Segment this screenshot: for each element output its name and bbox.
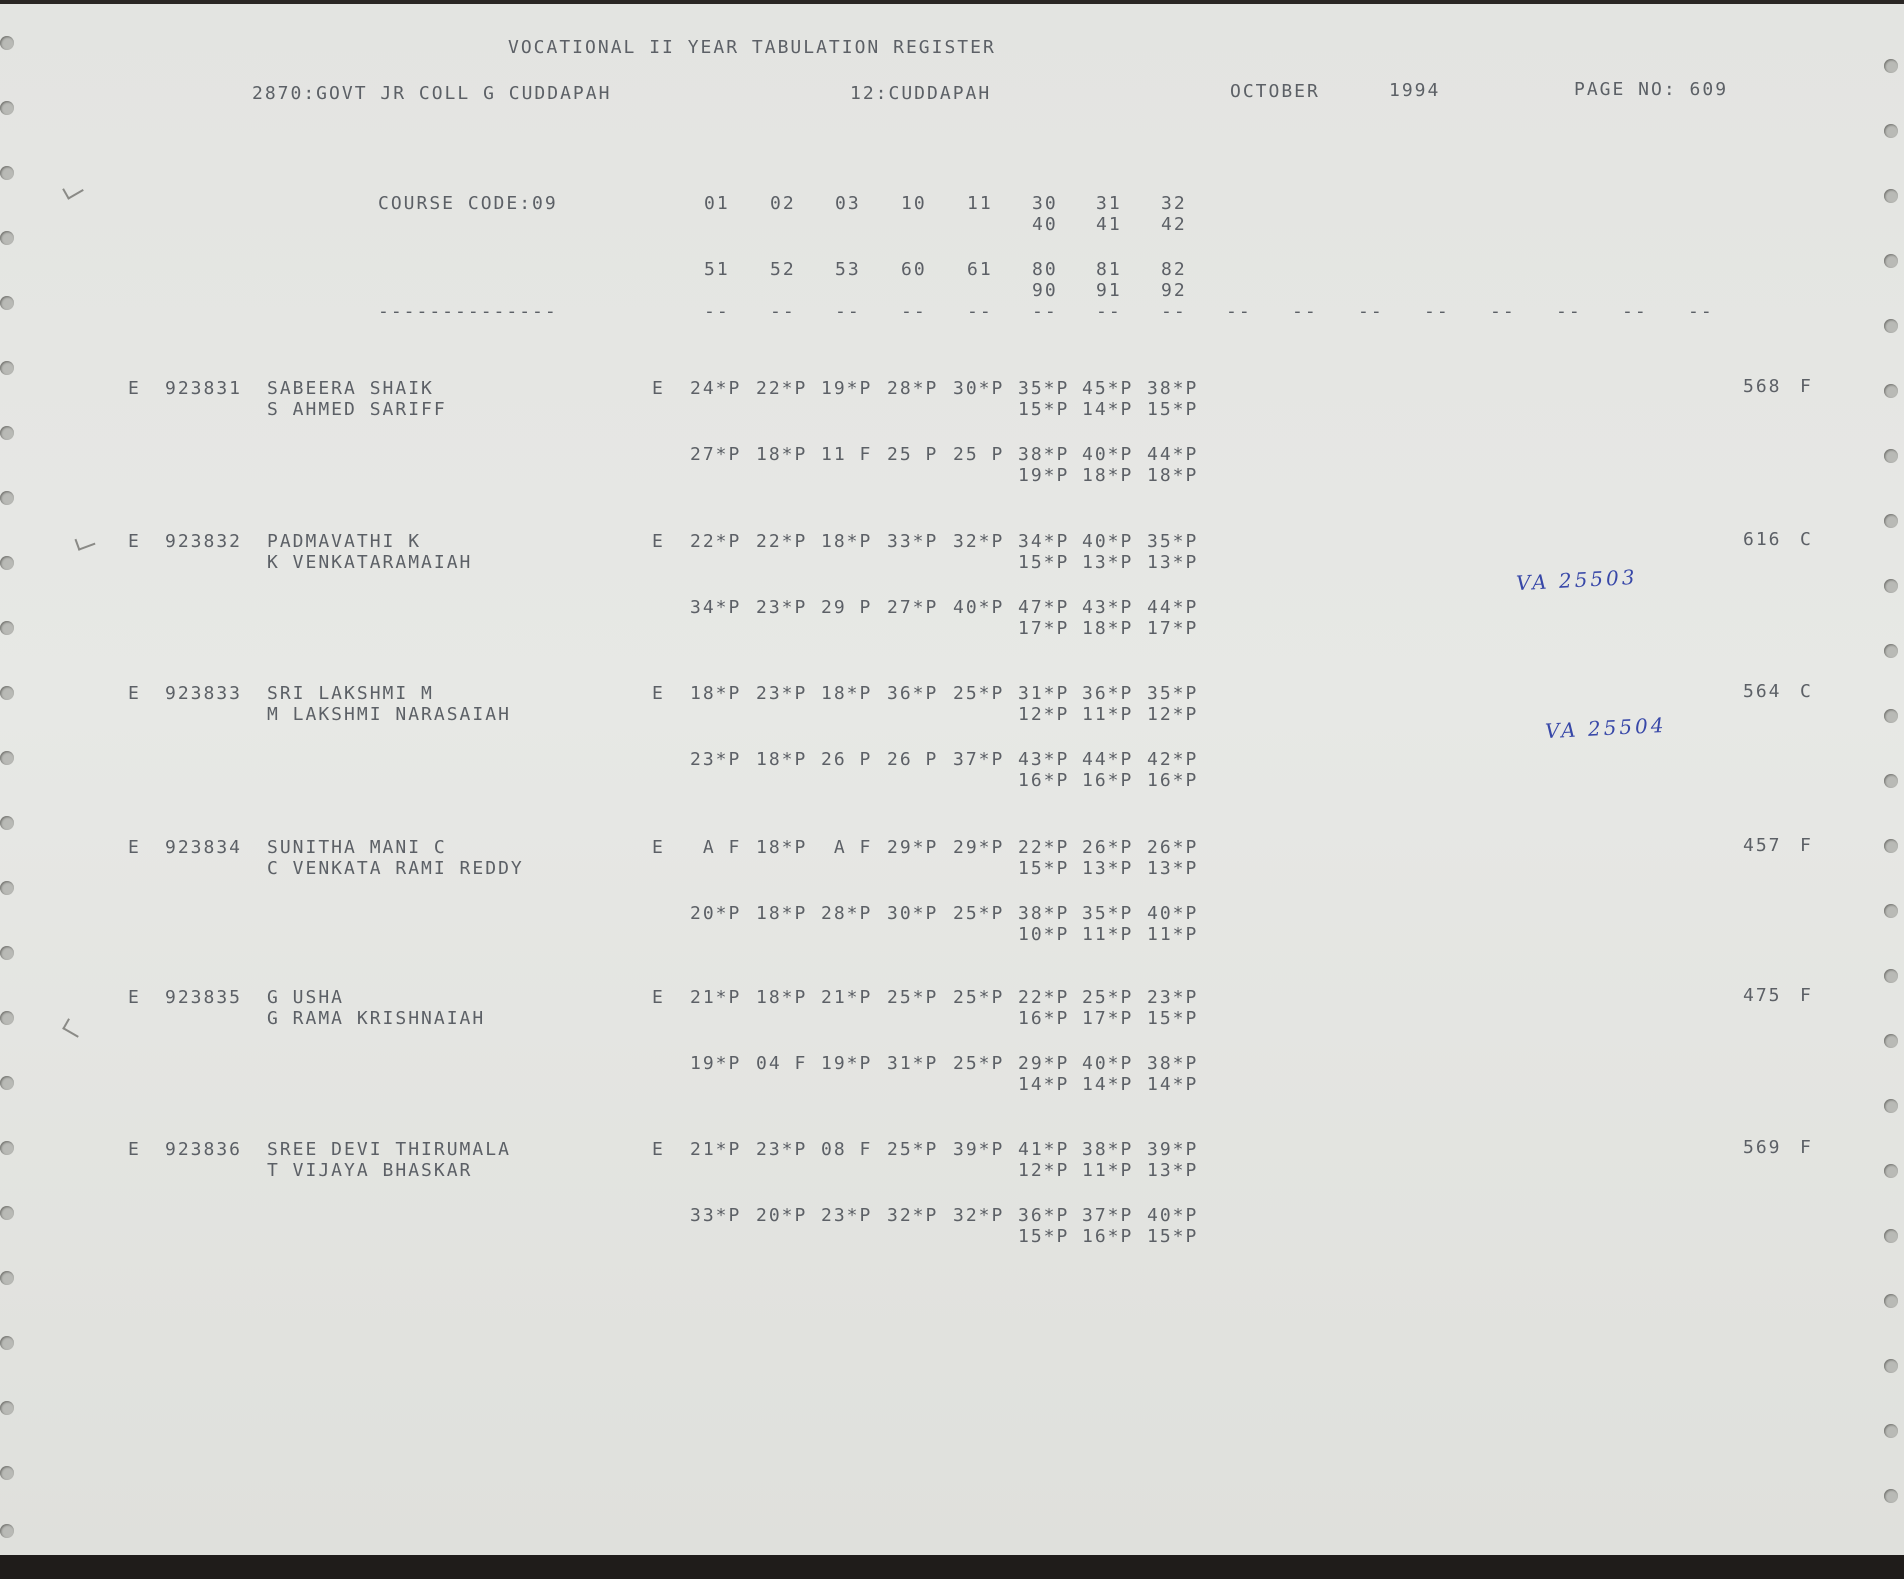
subject-mark-cell: 40*P: [1147, 1205, 1199, 1226]
subject-mark-cell: 38*P: [1147, 378, 1199, 399]
subject-mark-cell: 25 P: [953, 444, 1005, 465]
subject-mark-cell: 16*P: [1018, 1008, 1070, 1029]
tractor-hole: [0, 1206, 14, 1220]
tractor-hole: [1884, 1034, 1898, 1048]
tractor-hole: [0, 166, 14, 180]
course-code-label-cell: 02: [770, 193, 796, 214]
subject-mark-cell: 16*P: [1082, 1226, 1134, 1247]
tractor-hole: [1884, 1489, 1898, 1503]
subject-mark-cell: 14*P: [1147, 1074, 1199, 1095]
subject-mark-cell: 32*P: [887, 1205, 939, 1226]
subject-mark-cell: 22*P: [756, 378, 808, 399]
subject-mark-cell: 15*P: [1147, 1226, 1199, 1247]
subject-mark-cell: 11*P: [1082, 924, 1134, 945]
tractor-hole: [1884, 1294, 1898, 1308]
roll-number: 923831: [165, 378, 243, 399]
subject-mark-cell: 40*P: [1082, 444, 1134, 465]
punch-arrow-mark: [62, 180, 84, 199]
subject-mark-cell: 13*P: [1082, 858, 1134, 879]
tractor-hole: [0, 751, 14, 765]
subject-mark-cell: 33*P: [887, 531, 939, 552]
course-code-label-cell: 52: [770, 259, 796, 280]
subject-mark-cell: 40*P: [1082, 531, 1134, 552]
tractor-hole: [1884, 384, 1898, 398]
tractor-hole: [1884, 774, 1898, 788]
student-name: SREE DEVI THIRUMALA: [267, 1139, 511, 1160]
column-dash-cell: --: [967, 301, 993, 322]
subject-mark-cell: 39*P: [953, 1139, 1005, 1160]
subject-mark-cell: 25*P: [887, 987, 939, 1008]
result-code: C: [1800, 529, 1813, 550]
punch-arrow-mark: [74, 533, 95, 550]
tractor-hole: [0, 361, 14, 375]
result-code: C: [1800, 681, 1813, 702]
exam-month: OCTOBER: [1230, 81, 1320, 102]
subject-mark-cell: 22*P: [756, 531, 808, 552]
subject-mark-cell: 23*P: [690, 749, 742, 770]
course-code-label-cell: 11: [967, 193, 993, 214]
tractor-hole: [0, 426, 14, 440]
roll-number: 923832: [165, 531, 243, 552]
result-code: F: [1800, 985, 1813, 1006]
course-code-label-cell: 30: [1032, 193, 1058, 214]
subject-mark-cell: 08 F: [821, 1139, 873, 1160]
subject-mark-cell: 30*P: [887, 903, 939, 924]
course-code-label-cell: 82: [1161, 259, 1187, 280]
tractor-hole: [1884, 59, 1898, 73]
subject-mark-cell: 15*P: [1147, 399, 1199, 420]
subject-mark-cell: 34*P: [1018, 531, 1070, 552]
subject-mark-cell: 18*P: [1147, 465, 1199, 486]
subject-mark-cell: 29*P: [1018, 1053, 1070, 1074]
course-code-label-cell: 03: [835, 193, 861, 214]
tractor-hole: [0, 686, 14, 700]
subject-mark-cell: 41*P: [1018, 1139, 1070, 1160]
course-code-label-cell: 92: [1161, 280, 1187, 301]
tractor-hole: [0, 491, 14, 505]
subject-mark-cell: 35*P: [1147, 683, 1199, 704]
course-code-label-cell: 31: [1096, 193, 1122, 214]
subject-mark-cell: 25*P: [887, 1139, 939, 1160]
subject-mark-cell: 25*P: [953, 683, 1005, 704]
tractor-hole: [1884, 969, 1898, 983]
course-code-label-cell: 61: [967, 259, 993, 280]
subject-mark-cell: 18*P: [821, 531, 873, 552]
subject-mark-cell: 20*P: [756, 1205, 808, 1226]
handwritten-note: VA 25503: [1515, 564, 1639, 596]
subject-mark-cell: 27*P: [690, 444, 742, 465]
subject-mark-cell: 25 P: [887, 444, 939, 465]
subject-mark-cell: 23*P: [756, 1139, 808, 1160]
course-code-label-cell: 80: [1032, 259, 1058, 280]
subject-mark-cell: 19*P: [821, 378, 873, 399]
tractor-hole: [0, 1076, 14, 1090]
parent-name: S AHMED SARIFF: [267, 399, 447, 420]
exam-flag: E: [128, 987, 141, 1008]
total-marks: 457: [1743, 835, 1782, 856]
roll-number: 923834: [165, 837, 243, 858]
tractor-hole: [0, 1271, 14, 1285]
subject-mark-cell: 18*P: [756, 987, 808, 1008]
subject-mark-cell: 15*P: [1018, 552, 1070, 573]
tractor-hole: [1884, 579, 1898, 593]
subject-mark-cell: 14*P: [1082, 399, 1134, 420]
tractor-hole: [1884, 904, 1898, 918]
subject-mark-cell: 16*P: [1018, 770, 1070, 791]
column-dash-cell: --: [1424, 301, 1450, 322]
course-code-label-cell: 90: [1032, 280, 1058, 301]
tractor-hole: [1884, 709, 1898, 723]
column-dash-cell: --: [1358, 301, 1384, 322]
tractor-hole: [0, 1401, 14, 1415]
course-code-label-cell: 01: [704, 193, 730, 214]
subject-mark-cell: 26 P: [821, 749, 873, 770]
subject-mark-cell: 28*P: [821, 903, 873, 924]
tractor-hole: [0, 36, 14, 50]
parent-name: G RAMA KRISHNAIAH: [267, 1008, 486, 1029]
subject-mark-cell: 22*P: [690, 531, 742, 552]
subject-mark-cell: 30*P: [953, 378, 1005, 399]
subject-mark-cell: 16*P: [1082, 770, 1134, 791]
subject-mark-cell: 29 P: [821, 597, 873, 618]
result-code: F: [1800, 1137, 1813, 1158]
tabulation-sheet: [0, 4, 1904, 1559]
tractor-hole: [1884, 1229, 1898, 1243]
subject-mark-cell: 36*P: [887, 683, 939, 704]
result-code: F: [1800, 376, 1813, 397]
tractor-hole: [0, 1336, 14, 1350]
subject-mark-cell: 21*P: [690, 987, 742, 1008]
subject-mark-cell: 35*P: [1082, 903, 1134, 924]
student-name: PADMAVATHI K: [267, 531, 422, 552]
subject-mark-cell: 25*P: [953, 1053, 1005, 1074]
subject-mark-cell: 36*P: [1082, 683, 1134, 704]
subject-mark-cell: 17*P: [1018, 618, 1070, 639]
subject-mark-cell: 13*P: [1082, 552, 1134, 573]
subject-mark-cell: 47*P: [1018, 597, 1070, 618]
course-code-label-cell: 53: [835, 259, 861, 280]
roll-number: 923833: [165, 683, 243, 704]
exam-year: 1994: [1389, 80, 1441, 101]
tractor-hole: [0, 1011, 14, 1025]
tractor-hole: [1884, 1164, 1898, 1178]
subject-mark-cell: 22*P: [1018, 837, 1070, 858]
subject-mark-cell: 15*P: [1018, 399, 1070, 420]
tractor-hole: [1884, 1099, 1898, 1113]
scan-background: [0, 1555, 1904, 1579]
roll-number: 923835: [165, 987, 243, 1008]
total-marks: 616: [1743, 529, 1782, 550]
subject-mark-cell: 10*P: [1018, 924, 1070, 945]
subject-mark-cell: 40*P: [1147, 903, 1199, 924]
tractor-hole: [0, 946, 14, 960]
subject-mark-cell: 32*P: [953, 1205, 1005, 1226]
page-number: PAGE NO: 609: [1574, 79, 1729, 100]
tractor-hole: [0, 296, 14, 310]
subject-mark-cell: A F: [821, 837, 873, 858]
subject-mark-cell: 13*P: [1147, 1160, 1199, 1181]
subject-mark-cell: 04 F: [756, 1053, 808, 1074]
subject-mark-cell: 37*P: [953, 749, 1005, 770]
subject-mark-cell: 25*P: [953, 987, 1005, 1008]
category-mark: E: [652, 837, 665, 858]
subject-mark-cell: 28*P: [887, 378, 939, 399]
subject-mark-cell: 29*P: [953, 837, 1005, 858]
tractor-hole: [1884, 189, 1898, 203]
subject-mark-cell: 32*P: [953, 531, 1005, 552]
district-code: 12:CUDDAPAH: [850, 83, 992, 104]
subject-mark-cell: 18*P: [821, 683, 873, 704]
tractor-hole: [1884, 1424, 1898, 1438]
column-dash-cell: --: [1688, 301, 1714, 322]
course-code-label-cell: 60: [901, 259, 927, 280]
column-dash-cell: --: [1161, 301, 1187, 322]
course-code-label-cell: 10: [901, 193, 927, 214]
student-name: SRI LAKSHMI M: [267, 683, 434, 704]
exam-flag: E: [128, 378, 141, 399]
subject-mark-cell: 18*P: [756, 837, 808, 858]
subject-mark-cell: A F: [690, 837, 742, 858]
column-dash-cell: --: [1096, 301, 1122, 322]
subject-mark-cell: 31*P: [1018, 683, 1070, 704]
subject-mark-cell: 26*P: [1147, 837, 1199, 858]
subject-mark-cell: 22*P: [1018, 987, 1070, 1008]
subject-mark-cell: 14*P: [1018, 1074, 1070, 1095]
subject-mark-cell: 36*P: [1018, 1205, 1070, 1226]
subject-mark-cell: 15*P: [1018, 1226, 1070, 1247]
subject-mark-cell: 18*P: [756, 444, 808, 465]
course-label-rule: --------------: [378, 301, 558, 322]
course-code-label-cell: 40: [1032, 214, 1058, 235]
subject-mark-cell: 12*P: [1018, 704, 1070, 725]
total-marks: 568: [1743, 376, 1782, 397]
tractor-hole: [0, 881, 14, 895]
column-dash-cell: --: [1032, 301, 1058, 322]
subject-mark-cell: 13*P: [1147, 552, 1199, 573]
tractor-hole: [1884, 449, 1898, 463]
tractor-hole: [0, 621, 14, 635]
course-code-label-cell: 51: [704, 259, 730, 280]
roll-number: 923836: [165, 1139, 243, 1160]
subject-mark-cell: 11*P: [1147, 924, 1199, 945]
column-dash-cell: --: [1490, 301, 1516, 322]
tractor-hole: [1884, 1359, 1898, 1373]
subject-mark-cell: 40*P: [953, 597, 1005, 618]
exam-flag: E: [128, 1139, 141, 1160]
column-dash-cell: --: [901, 301, 927, 322]
exam-flag: E: [128, 837, 141, 858]
parent-name: M LAKSHMI NARASAIAH: [267, 704, 511, 725]
subject-mark-cell: 21*P: [690, 1139, 742, 1160]
column-dash-cell: --: [1556, 301, 1582, 322]
subject-mark-cell: 42*P: [1147, 749, 1199, 770]
tractor-hole: [1884, 644, 1898, 658]
tractor-hole: [0, 1141, 14, 1155]
subject-mark-cell: 18*P: [1082, 618, 1134, 639]
subject-mark-cell: 18*P: [756, 903, 808, 924]
tractor-hole: [1884, 319, 1898, 333]
subject-mark-cell: 38*P: [1018, 444, 1070, 465]
subject-mark-cell: 19*P: [690, 1053, 742, 1074]
result-code: F: [1800, 835, 1813, 856]
subject-mark-cell: 24*P: [690, 378, 742, 399]
subject-mark-cell: 39*P: [1147, 1139, 1199, 1160]
subject-mark-cell: 16*P: [1147, 770, 1199, 791]
subject-mark-cell: 18*P: [756, 749, 808, 770]
subject-mark-cell: 31*P: [887, 1053, 939, 1074]
column-dash-cell: --: [770, 301, 796, 322]
total-marks: 475: [1743, 985, 1782, 1006]
parent-name: C VENKATA RAMI REDDY: [267, 858, 524, 879]
column-dash-cell: --: [704, 301, 730, 322]
subject-mark-cell: 44*P: [1082, 749, 1134, 770]
tractor-hole: [0, 1466, 14, 1480]
category-mark: E: [652, 378, 665, 399]
exam-flag: E: [128, 683, 141, 704]
subject-mark-cell: 13*P: [1147, 858, 1199, 879]
category-mark: E: [652, 1139, 665, 1160]
subject-mark-cell: 26 P: [887, 749, 939, 770]
subject-mark-cell: 25*P: [953, 903, 1005, 924]
handwritten-note: VA 25504: [1544, 712, 1668, 744]
student-name: SABEERA SHAIK: [267, 378, 434, 399]
subject-mark-cell: 20*P: [690, 903, 742, 924]
total-marks: 564: [1743, 681, 1782, 702]
subject-mark-cell: 35*P: [1147, 531, 1199, 552]
student-name: SUNITHA MANI C: [267, 837, 447, 858]
subject-mark-cell: 43*P: [1082, 597, 1134, 618]
subject-mark-cell: 44*P: [1147, 444, 1199, 465]
subject-mark-cell: 11*P: [1082, 704, 1134, 725]
subject-mark-cell: 11*P: [1082, 1160, 1134, 1181]
subject-mark-cell: 15*P: [1018, 858, 1070, 879]
subject-mark-cell: 34*P: [690, 597, 742, 618]
college-code: 2870:GOVT JR COLL G CUDDAPAH: [252, 83, 612, 104]
subject-mark-cell: 17*P: [1082, 1008, 1134, 1029]
subject-mark-cell: 12*P: [1147, 704, 1199, 725]
subject-mark-cell: 23*P: [1147, 987, 1199, 1008]
tractor-hole: [1884, 124, 1898, 138]
parent-name: K VENKATARAMAIAH: [267, 552, 473, 573]
subject-mark-cell: 35*P: [1018, 378, 1070, 399]
subject-mark-cell: 29*P: [887, 837, 939, 858]
subject-mark-cell: 25*P: [1082, 987, 1134, 1008]
subject-mark-cell: 40*P: [1082, 1053, 1134, 1074]
subject-mark-cell: 38*P: [1147, 1053, 1199, 1074]
subject-mark-cell: 18*P: [1082, 465, 1134, 486]
column-dash-cell: --: [835, 301, 861, 322]
subject-mark-cell: 23*P: [756, 597, 808, 618]
course-code-label-cell: 42: [1161, 214, 1187, 235]
subject-mark-cell: 21*P: [821, 987, 873, 1008]
subject-mark-cell: 23*P: [756, 683, 808, 704]
subject-mark-cell: 11 F: [821, 444, 873, 465]
column-dash-cell: --: [1226, 301, 1252, 322]
subject-mark-cell: 38*P: [1082, 1139, 1134, 1160]
column-dash-cell: --: [1622, 301, 1648, 322]
tractor-hole: [0, 231, 14, 245]
subject-mark-cell: 27*P: [887, 597, 939, 618]
subject-mark-cell: 44*P: [1147, 597, 1199, 618]
tractor-hole: [1884, 514, 1898, 528]
parent-name: T VIJAYA BHASKAR: [267, 1160, 473, 1181]
subject-mark-cell: 19*P: [1018, 465, 1070, 486]
subject-mark-cell: 23*P: [821, 1205, 873, 1226]
register-title: VOCATIONAL II YEAR TABULATION REGISTER: [508, 37, 996, 58]
subject-mark-cell: 45*P: [1082, 378, 1134, 399]
subject-mark-cell: 12*P: [1018, 1160, 1070, 1181]
category-mark: E: [652, 987, 665, 1008]
tractor-hole: [1884, 254, 1898, 268]
tractor-hole: [0, 101, 14, 115]
student-name: G USHA: [267, 987, 345, 1008]
tractor-hole: [0, 1524, 14, 1538]
course-code-label-cell: 41: [1096, 214, 1122, 235]
subject-mark-cell: 38*P: [1018, 903, 1070, 924]
punch-arrow-mark: [62, 1018, 84, 1037]
subject-mark-cell: 19*P: [821, 1053, 873, 1074]
category-mark: E: [652, 531, 665, 552]
subject-mark-cell: 43*P: [1018, 749, 1070, 770]
tractor-hole: [1884, 839, 1898, 853]
subject-mark-cell: 33*P: [690, 1205, 742, 1226]
subject-mark-cell: 18*P: [690, 683, 742, 704]
subject-mark-cell: 17*P: [1147, 618, 1199, 639]
category-mark: E: [652, 683, 665, 704]
course-code-label-cell: 81: [1096, 259, 1122, 280]
subject-mark-cell: 15*P: [1147, 1008, 1199, 1029]
course-code-label-cell: 91: [1096, 280, 1122, 301]
subject-mark-cell: 37*P: [1082, 1205, 1134, 1226]
course-code-label: COURSE CODE:09: [378, 193, 558, 214]
course-code-label-cell: 32: [1161, 193, 1187, 214]
total-marks: 569: [1743, 1137, 1782, 1158]
column-dash-cell: --: [1292, 301, 1318, 322]
tractor-hole: [0, 556, 14, 570]
tractor-hole: [0, 816, 14, 830]
subject-mark-cell: 14*P: [1082, 1074, 1134, 1095]
subject-mark-cell: 26*P: [1082, 837, 1134, 858]
exam-flag: E: [128, 531, 141, 552]
